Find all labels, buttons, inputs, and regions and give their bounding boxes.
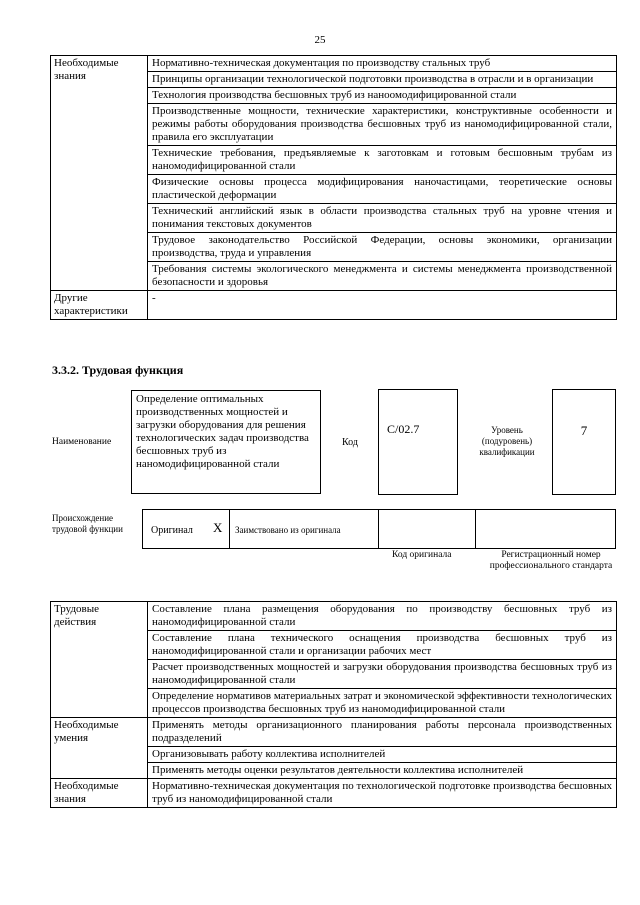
- action-item: Расчет производственных мощностей и загрузки оборудования производства бесшовных труб из наномодифицированной стали: [148, 660, 617, 689]
- knowledge-item: Нормативно-техническая документация по производству стальных труб: [148, 56, 617, 72]
- knowledge-item: Принципы организации технологической подготовки производства в отрасли и в организации: [148, 72, 617, 88]
- level-value-box: 7: [552, 389, 616, 495]
- knowledge-item: Технология производства бесшовных труб из наноомодифицированной стали: [148, 88, 617, 104]
- reg-number-cell: [475, 509, 616, 549]
- skills-label: Необходимые умения: [51, 718, 148, 779]
- action-item: Определение нормативов материальных затрат и экономической эффективности технологических процессов производства бесшовных труб из наномодифицированной стали: [148, 689, 617, 718]
- code-value-box: C/02.7: [378, 389, 458, 495]
- knowledge-item: Технические требования, предъявляемые к заготовкам и готовым бесшовным трубам из наномодифицированной стали: [148, 146, 617, 175]
- other-characteristics-value: -: [148, 291, 617, 320]
- action-item: Составление плана технического оснащения производства бесшовных труб из наномодифицированной стали и организации рабочих мест: [148, 631, 617, 660]
- original-cell: [142, 509, 230, 549]
- function-name-box: Определение оптимальных производственных мощностей и загрузки оборудования для решения технологических задач производства бесшовных труб из наномодифицированной стали: [131, 390, 321, 494]
- section-heading: 3.3.2. Трудовая функция: [52, 363, 184, 377]
- level-label: Уровень (подуровень) квалификации: [479, 425, 535, 457]
- name-label: Наименование: [52, 437, 112, 447]
- actions-label: Трудовые действия: [51, 602, 148, 718]
- skill-item: Применять методы оценки результатов деятельности коллектива исполнителей: [148, 763, 617, 779]
- knowledge-table: [50, 55, 617, 320]
- code-original-caption: Код оригинала: [392, 550, 452, 560]
- work-actions-table: [50, 601, 617, 808]
- origin-label: Происхождение трудовой функции: [52, 513, 123, 534]
- knowledge-item: Технический английский язык в области производства стальных труб на уровне чтения и понимания текстовых документов: [148, 204, 617, 233]
- page-number: 25: [314, 34, 326, 46]
- knowledge-label-bottom: Необходимые знания: [51, 779, 148, 808]
- knowledge-item: Трудовое законодательство Российской Федерации, основы экономики, организации производства, труда и управления: [148, 233, 617, 262]
- knowledge-label: Необходимые знания: [51, 56, 148, 291]
- origin-row: [142, 509, 616, 549]
- knowledge-item: Производственные мощности, технические характеристики, конструктивные особенности и режимы работы оборудования производства бесшовных труб из наномодифицированной стали, правила его эксплуатации: [148, 104, 617, 146]
- knowledge-item: Требования системы экологического менеджмента и системы менеджмента производственной безопасности и здоровья: [148, 262, 617, 291]
- code-label: Код: [342, 437, 358, 448]
- skill-item: Организовывать работу коллектива исполнителей: [148, 747, 617, 763]
- original-label: Оригинал: [151, 525, 193, 536]
- skill-item: Применять методы организационного планирования работы персонала производственных подразделений: [148, 718, 617, 747]
- other-characteristics-label: Другие характеристики: [51, 291, 148, 320]
- borrowed-cell: [229, 509, 379, 549]
- knowledge-item: Физические основы процесса модифицирования наночастицами, теоретические основы пластической деформации: [148, 175, 617, 204]
- action-item: Составление плана размещения оборудования по производству бесшовных труб из наномодифицированной стали: [148, 602, 617, 631]
- borrowed-label: Заимствовано из оригинала: [235, 525, 341, 535]
- reg-number-caption: Регистрационный номер профессионального стандарта: [489, 550, 613, 571]
- knowledge-item-bottom: Нормативно-техническая документация по технологической подготовке производства бесшовных труб из наномодифицированной стали: [148, 779, 617, 808]
- code-original-cell: [378, 509, 476, 549]
- original-mark: X: [213, 520, 223, 535]
